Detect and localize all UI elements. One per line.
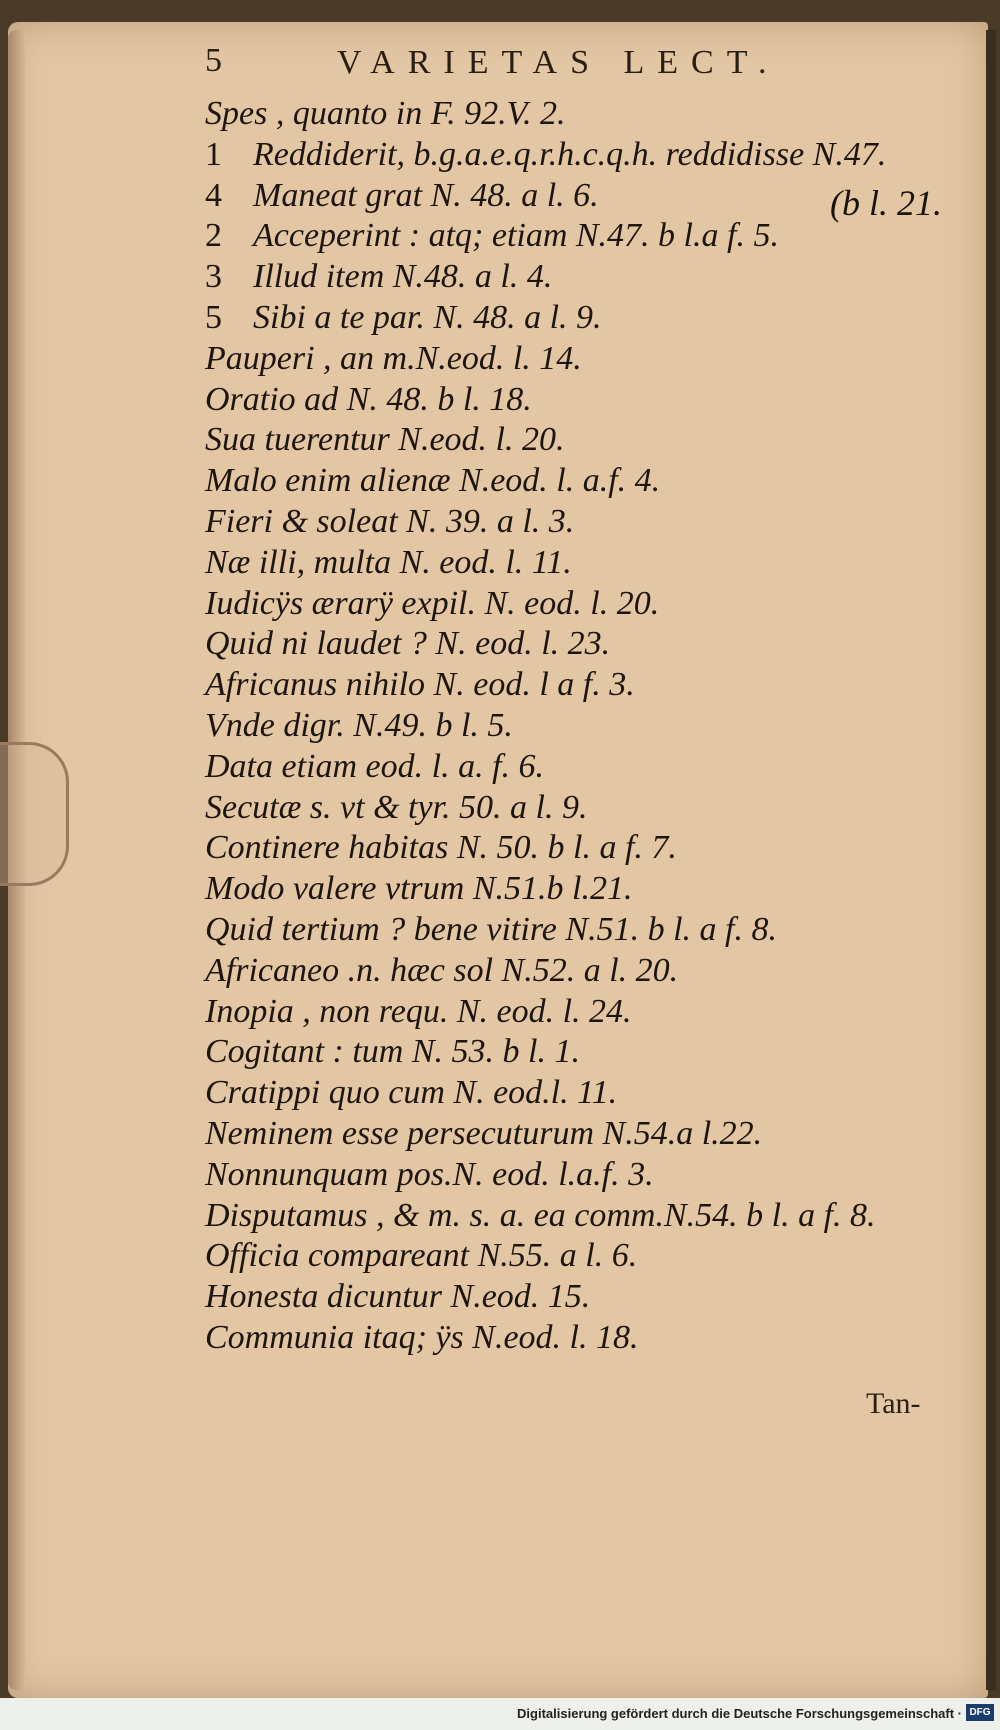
- line-text: Disputamus , & m. s. a. ea comm.N.54. b l. a f. 8.: [205, 1196, 876, 1234]
- errata-line: [205, 1277, 965, 1318]
- errata-line: [205, 94, 965, 135]
- errata-line: [205, 624, 965, 665]
- errata-line: [205, 135, 965, 176]
- line-text: Neminem esse persecuturum N.54.a l.22.: [205, 1114, 763, 1152]
- errata-line: [205, 257, 965, 298]
- running-title: VARIETAS LECT.: [337, 44, 780, 81]
- page-header: [205, 42, 845, 88]
- line-text: Acceperint : atq; etiam N.47. b l.a f. 5.: [253, 217, 779, 255]
- errata-line: [205, 1236, 965, 1277]
- footer-bar: [0, 1698, 1000, 1730]
- footer-credit: Digitalisierung gefördert durch die Deutsche Forschungsgemeinschaft ·: [517, 1706, 962, 1721]
- line-text: Pauperi , an m.N.eod. l. 14.: [205, 339, 582, 377]
- line-text: Vnde digr. N.49. b l. 5.: [205, 706, 513, 744]
- errata-line: [205, 828, 965, 869]
- line-text: Cratippi quo cum N. eod.l. 11.: [205, 1074, 618, 1112]
- line-text: Secutæ s. vt & tyr. 50. a l. 9.: [205, 788, 588, 826]
- line-text: Fieri & soleat N. 39. a l. 3.: [205, 502, 575, 540]
- line-text: Sibi a te par. N. 48. a l. 9.: [253, 298, 602, 336]
- line-text: Quid tertium ? bene vitire N.51. b l. a f. 8.: [205, 910, 777, 948]
- errata-line: [205, 298, 965, 339]
- catchword: Tan-: [866, 1387, 921, 1420]
- line-text: Illud item N.48. a l. 4.: [253, 258, 553, 296]
- errata-line: [205, 1196, 965, 1237]
- line-number: 3: [205, 258, 222, 296]
- line-number: 1: [205, 135, 222, 173]
- marginal-note: (b l. 21.: [830, 183, 942, 223]
- errata-line: [205, 1032, 965, 1073]
- line-text: Communia itaq; ÿs N.eod. l. 18.: [205, 1318, 639, 1356]
- errata-line: [205, 1155, 965, 1196]
- errata-line: [205, 584, 965, 625]
- errata-line: [205, 951, 965, 992]
- line-text: Africanus nihilo N. eod. l a f. 3.: [205, 666, 635, 704]
- line-text: Inopia , non requ. N. eod. l. 24.: [205, 992, 632, 1030]
- line-text: Oratio ad N. 48. b l. 18.: [205, 380, 532, 418]
- errata-line: [205, 420, 965, 461]
- line-text: Malo enim alienæ N.eod. l. a.f. 4.: [205, 462, 661, 500]
- errata-line: [205, 380, 965, 421]
- errata-line: [205, 502, 965, 543]
- line-text: Data etiam eod. l. a. f. 6.: [205, 747, 545, 785]
- line-number: 5: [205, 298, 222, 336]
- line-text: Reddiderit, b.g.a.e.q.r.h.c.q.h. reddidisse N.47.: [253, 135, 887, 173]
- line-text: Honesta dicuntur N.eod. 15.: [205, 1278, 591, 1316]
- line-text: Iudicÿs ærarÿ expil. N. eod. l. 20.: [205, 584, 660, 622]
- errata-line: [205, 910, 965, 951]
- errata-line: [205, 665, 965, 706]
- line-text: Maneat grat N. 48. a l. 6.: [253, 176, 599, 214]
- errata-line: [205, 747, 965, 788]
- line-number: 4: [205, 176, 222, 214]
- line-text: Quid ni laudet ? N. eod. l. 23.: [205, 625, 611, 663]
- dfg-logo: DFG: [966, 1704, 994, 1721]
- errata-line: [205, 869, 965, 910]
- errata-line: [205, 1114, 965, 1155]
- errata-line: [205, 992, 965, 1033]
- line-text: Spes , quanto in F. 92.V. 2.: [205, 95, 566, 132]
- line-text: Modo valere vtrum N.51.b l.21.: [205, 870, 633, 908]
- line-text: Cogitant : tum N. 53. b l. 1.: [205, 1033, 580, 1071]
- page-right-edge: [986, 30, 996, 1690]
- line-number: 2: [205, 217, 222, 255]
- errata-line: [205, 706, 965, 747]
- line-text: Africaneo .n. hæc sol N.52. a l. 20.: [205, 951, 679, 989]
- book-clasp: [0, 742, 69, 886]
- line-text: Sua tuerentur N.eod. l. 20.: [205, 421, 565, 459]
- page-number: 5: [205, 42, 222, 79]
- line-text: Continere habitas N. 50. b l. a f. 7.: [205, 829, 677, 867]
- errata-list: [205, 94, 965, 1359]
- errata-line: [205, 543, 965, 584]
- errata-line: [205, 339, 965, 380]
- line-text: Nonnunquam pos.N. eod. l.a.f. 3.: [205, 1155, 654, 1193]
- errata-line: [205, 1073, 965, 1114]
- line-text: Officia compareant N.55. a l. 6.: [205, 1237, 638, 1275]
- line-text: Næ illi, multa N. eod. l. 11.: [205, 543, 572, 581]
- errata-line: [205, 1318, 965, 1359]
- errata-line: [205, 788, 965, 829]
- errata-line: [205, 461, 965, 502]
